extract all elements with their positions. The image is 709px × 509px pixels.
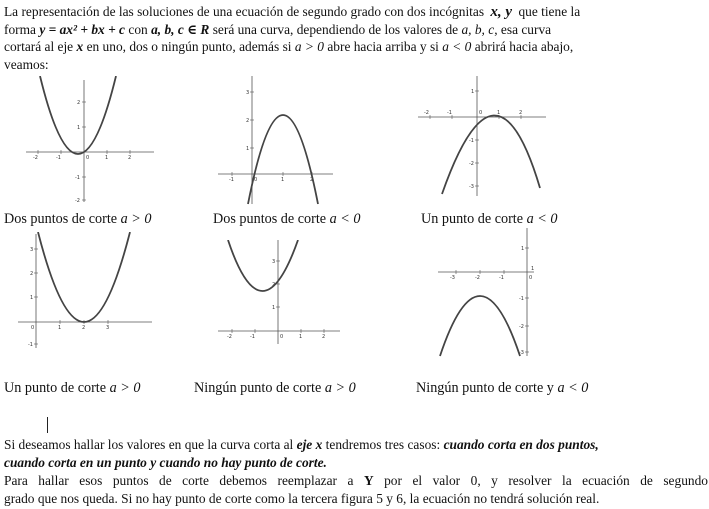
intro-line-2 (4, 21, 551, 38)
x-tick: -1 (56, 155, 61, 161)
x-tick: 1 (531, 266, 535, 272)
x-tick: -3 (450, 275, 455, 281)
variable-Y: Y (363, 473, 374, 488)
x-tick: 1 (497, 110, 501, 116)
parabola-curve (38, 232, 130, 322)
parabola-curve (442, 115, 540, 194)
y-tick: -3 (469, 184, 474, 190)
y-tick: -2 (469, 161, 474, 167)
x-tick: 0 (280, 334, 284, 340)
caption-figure-4 (4, 380, 140, 397)
y-tick: -2 (75, 198, 80, 204)
caption-condition: a > 0 (120, 211, 152, 227)
y-tick: -2 (519, 324, 524, 330)
intro-text: en uno, dos o ningún punto, además si (86, 39, 292, 54)
y-tick: -1 (519, 296, 524, 302)
intro-text: esa curva (500, 22, 552, 37)
y-tick: -1 (469, 138, 474, 144)
intro-text: será una curva, dependiendo de los valores de (212, 22, 459, 37)
intro-line-3 (4, 38, 573, 55)
x-tick: -1 (229, 177, 234, 183)
axis-x-symbol: x (76, 39, 84, 54)
y-tick: 2 (246, 118, 250, 124)
intro-text: con (128, 22, 148, 37)
caption-condition: a < 0 (329, 211, 361, 227)
caption-text: Ningún punto de corte y (416, 380, 554, 396)
y-tick: 1 (77, 125, 81, 131)
coefficients: a, b, c ∈ R (151, 22, 210, 37)
x-tick: 2 (310, 177, 314, 183)
caption-text: Dos puntos de corte (213, 211, 327, 227)
x-tick: 1 (105, 155, 109, 161)
y-tick: 2 (77, 100, 81, 106)
parabola-curve (40, 76, 116, 154)
conclusion-line-4: grado que nos queda. Si no hay punto de corte como la tercera figura 5 y 6, la ecuación no tendrá solución real. (4, 491, 600, 506)
graph-6 (438, 228, 538, 358)
x-tick: 0 (31, 325, 35, 331)
intro-text: que tiene la (518, 4, 581, 19)
caption-condition: a > 0 (324, 380, 356, 396)
text-cursor[interactable] (47, 417, 48, 433)
y-tick: 3 (246, 90, 250, 96)
graph-3 (418, 76, 548, 196)
caption-condition: a < 0 (526, 211, 558, 227)
intro-text: forma (4, 22, 36, 37)
x-tick: -2 (227, 334, 232, 340)
y-tick: -1 (75, 175, 80, 181)
x-tick: 0 (529, 275, 533, 281)
conclusion-line-2: cuando corta en un punto y cuando no hay punto de corte. (4, 455, 327, 470)
x-tick: -2 (33, 155, 38, 161)
caption-text: Un punto de corte (421, 211, 524, 227)
conclusion-line-1 (4, 436, 599, 453)
x-tick: -2 (475, 275, 480, 281)
x-tick: -1 (250, 334, 255, 340)
parabola-curve (248, 115, 318, 204)
caption-condition: a > 0 (109, 380, 141, 396)
intro-text: abre hacia arriba y si (327, 39, 439, 54)
y-tick: 1 (521, 246, 525, 252)
x-tick: 1 (299, 334, 303, 340)
x-tick: 2 (322, 334, 326, 340)
graph-4 (14, 232, 154, 350)
x-tick: 0 (479, 110, 483, 116)
intro-line-4: veamos: (4, 57, 49, 72)
caption-figure-2 (213, 211, 361, 228)
parabola-curve (440, 296, 520, 356)
caption-figure-3 (421, 211, 557, 228)
caption-condition: a < 0 (557, 380, 589, 396)
caption-figure-6 (416, 380, 588, 397)
x-tick: -2 (424, 110, 429, 116)
x-tick: 2 (128, 155, 132, 161)
quadratic-equation: y = ax² + bx + c (39, 22, 126, 37)
condition-down: a < 0 (442, 39, 472, 54)
x-tick: -1 (447, 110, 452, 116)
y-tick: 1 (272, 305, 276, 311)
case-emphasis: cuando corta en dos puntos, (443, 437, 599, 452)
intro-vars: x, y (490, 4, 513, 20)
parabola-curve (228, 240, 298, 291)
intro-text: La representación de las soluciones de una ecuación de segundo grado con dos incógnitas (4, 4, 485, 19)
x-tick: 1 (58, 325, 62, 331)
y-tick: -3 (519, 350, 524, 356)
y-tick: 3 (272, 259, 276, 265)
axis-x-emphasis: eje x (296, 437, 323, 452)
y-tick: 1 (30, 295, 34, 301)
x-tick: 0 (86, 155, 90, 161)
intro-text: cortará al eje (4, 39, 74, 54)
x-tick: 3 (106, 325, 110, 331)
conclusion-line-3 (4, 472, 708, 489)
graph-5 (218, 240, 342, 346)
graph-1 (20, 76, 160, 204)
intro-line-1 (4, 3, 580, 21)
x-tick: -1 (499, 275, 504, 281)
caption-figure-5 (194, 380, 356, 397)
graph-2 (218, 76, 338, 206)
conclusion-text: Para hallar esos puntos de corte debemos reemplazar a (4, 473, 354, 488)
x-tick: 2 (519, 110, 523, 116)
y-tick: 3 (30, 247, 34, 253)
y-tick: -1 (28, 342, 33, 348)
condition-up: a > 0 (294, 39, 324, 54)
intro-text: abrirá hacia abajo, (474, 39, 574, 54)
y-tick: 1 (246, 146, 250, 152)
y-tick: 2 (30, 271, 34, 277)
conclusion-text: por el valor 0, y resolver la ecuación de segundo (384, 473, 708, 488)
ticks (430, 91, 521, 186)
caption-text: Dos puntos de corte (4, 211, 118, 227)
caption-text: Un punto de corte (4, 380, 107, 396)
x-tick: 2 (82, 325, 86, 331)
conclusion-text: tendremos tres casos: (325, 437, 441, 452)
conclusion-text: Si deseamos hallar los valores en que la curva corta al (4, 437, 294, 452)
comma: , (494, 22, 498, 37)
ticks (34, 249, 108, 344)
x-tick: 1 (281, 177, 285, 183)
y-tick: 1 (471, 89, 475, 95)
caption-text: Ningún punto de corte (194, 380, 322, 396)
caption-figure-1 (4, 211, 152, 228)
x-tick: 0 (254, 177, 258, 183)
coefficients-plain: a, b, c (461, 22, 495, 37)
y-tick: 2 (272, 282, 276, 288)
